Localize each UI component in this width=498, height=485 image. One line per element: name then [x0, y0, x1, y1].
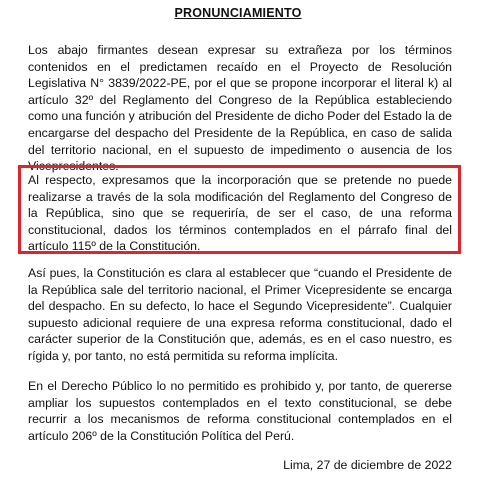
paragraph-constitution: Así pues, la Constitución es clara al establecer que “cuando el Presidente de la República sale del territorio nacional, el Primer Vicepresidente se encarga del despacho. En su defecto, lo hace el Segundo Vicepresidente”. Cualquier supuesto adicional requiere de una expresa reforma constitucional, dado el carácter superior de la Constitución que, además, es en el caso nuestro, es rígida y, por tanto, no está permitida su reforma implícita. — [28, 266, 452, 363]
document-date: Lima, 27 de diciembre de 2022 — [283, 458, 452, 472]
paragraph-intro: Los abajo firmantes desean expresar su extrañeza por los términos contenidos en el predictamen recaído en el Proyecto de Resolución Legislativa N° 3839/2022-PE, por el que se propone incorporar el literal k) al artículo 32º del Reglamento del Congreso de la República estableciendo como una función y atribución del Presidente de dicho Poder del Estado la de encargarse del despacho del Presidente de la República, en caso de salida del territorio nacional, en el supuesto de impedimento o ausencia de los Vicepresidentes. — [28, 43, 452, 174]
document-title: PRONUNCIAMIENTO — [174, 6, 302, 20]
paragraph-highlighted: Al respecto, expresamos que la incorporación que se pretende no puede realizarse a través de la sola modificación del Reglamento del Congreso de la República, sino que se requeriría, de ser el caso, de una reforma constitucional, dados los términos contemplados en el párrafo final del artículo 115º de la Constitución. — [28, 173, 452, 254]
paragraph-public-law: En el Derecho Público lo no permitido es prohibido y, por tanto, de quererse ampliar los supuestos contemplados en el texto constitucional, se debe recurrir a los mecanismos de reforma constitucional contemplados en el artículo 206º de la Constitución Política del Perú. — [28, 379, 452, 443]
